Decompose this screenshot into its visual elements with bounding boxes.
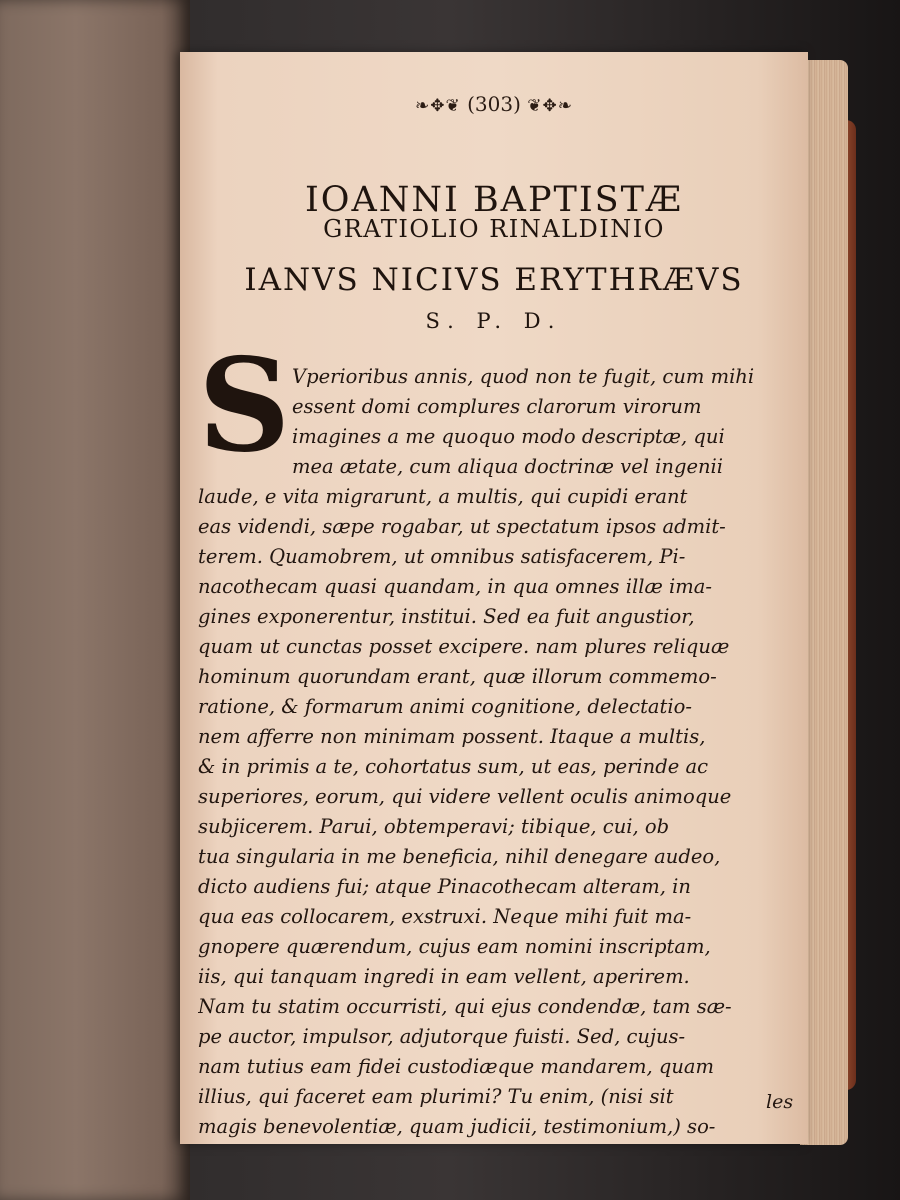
- ornament-right-icon: ❦✥❧: [527, 96, 573, 116]
- text-line: essent domi complures clarorum virorum: [292, 395, 702, 418]
- text-line: pe auctor, impulsor, adjutorque fuisti. Sed, cujus-: [198, 1025, 686, 1048]
- text-line: dicto audiens fui; atque Pinacothecam alteram, in: [198, 875, 691, 898]
- title-line-1: IOANNI BAPTISTÆ: [304, 180, 684, 220]
- text-line: iis, qui tanquam ingredi in eam vellent, aperirem.: [198, 965, 690, 988]
- text-line: illius, qui faceret eam plurimi? Tu enim, (nisi sit: [198, 1085, 674, 1108]
- page-header: [180, 92, 808, 116]
- text-line: quam ut cunctas posset excipere. nam plures reliquæ: [198, 635, 730, 658]
- text-line: superiores, eorum, qui videre vellent oculis animoque: [198, 785, 732, 808]
- text-line: Vperioribus annis, quod non te fugit, cum mihi: [292, 365, 755, 388]
- left-page: [0, 0, 190, 1200]
- text-line: & in primis a te, cohortatus sum, ut eas, perinde ac: [198, 755, 708, 778]
- text-line: qua eas collocarem, exstruxi. Neque mihi fuit ma-: [198, 905, 692, 928]
- text-line: ratione, & formarum animi cognitione, delectatio-: [198, 695, 692, 718]
- text-line: subjicerem. Parui, obtemperavi; tibique, cui, ob: [198, 815, 670, 838]
- drop-cap: S: [198, 331, 291, 481]
- text-line: nem afferre non minimam possent. Itaque a multis,: [198, 725, 706, 748]
- page-number: (303): [467, 92, 521, 116]
- title-line-3: IANVS NICIVS ERYTHRÆVS: [244, 262, 744, 298]
- catchword: les: [766, 1091, 794, 1113]
- text-line: Nam tu statim occurristi, qui ejus condendæ, tam sæ-: [198, 995, 732, 1018]
- text-line: magis benevolentiæ, quam judicii, testimonium,) so-: [198, 1115, 716, 1138]
- book-page: [180, 52, 808, 1144]
- title-line-4: S. P. D.: [425, 309, 563, 333]
- text-line: eas videndi, sæpe rogabar, ut spectatum ipsos admit-: [198, 515, 726, 538]
- text-line: terem. Quamobrem, ut omnibus satisfacerem, Pi-: [198, 545, 686, 568]
- title-line-2: GRATIOLIO RINALDINIO: [323, 215, 665, 243]
- text-line: hominum quorundam erant, quæ illorum commemo-: [198, 665, 717, 688]
- text-line: mea ætate, cum aliqua doctrinæ vel ingenii: [292, 455, 724, 478]
- text-line: gines exponerentur, institui. Sed ea fuit angustior,: [198, 605, 695, 628]
- text-line: laude, e vita migrarunt, a multis, qui cupidi erant: [198, 485, 688, 508]
- text-line: gnopere quærendum, cujus eam nomini inscriptam,: [198, 935, 711, 958]
- ornament-left-icon: ❧✥❦: [415, 96, 461, 116]
- text-line: nacothecam quasi quandam, in qua omnes illæ ima-: [198, 575, 712, 598]
- text-line: tua singularia in me beneficia, nihil denegare audeo,: [198, 845, 721, 868]
- text-line: nam tutius eam fidei custodiæque mandarem, quam: [198, 1055, 715, 1078]
- text-line: imagines a me quoquo modo descriptæ, qui: [292, 425, 725, 448]
